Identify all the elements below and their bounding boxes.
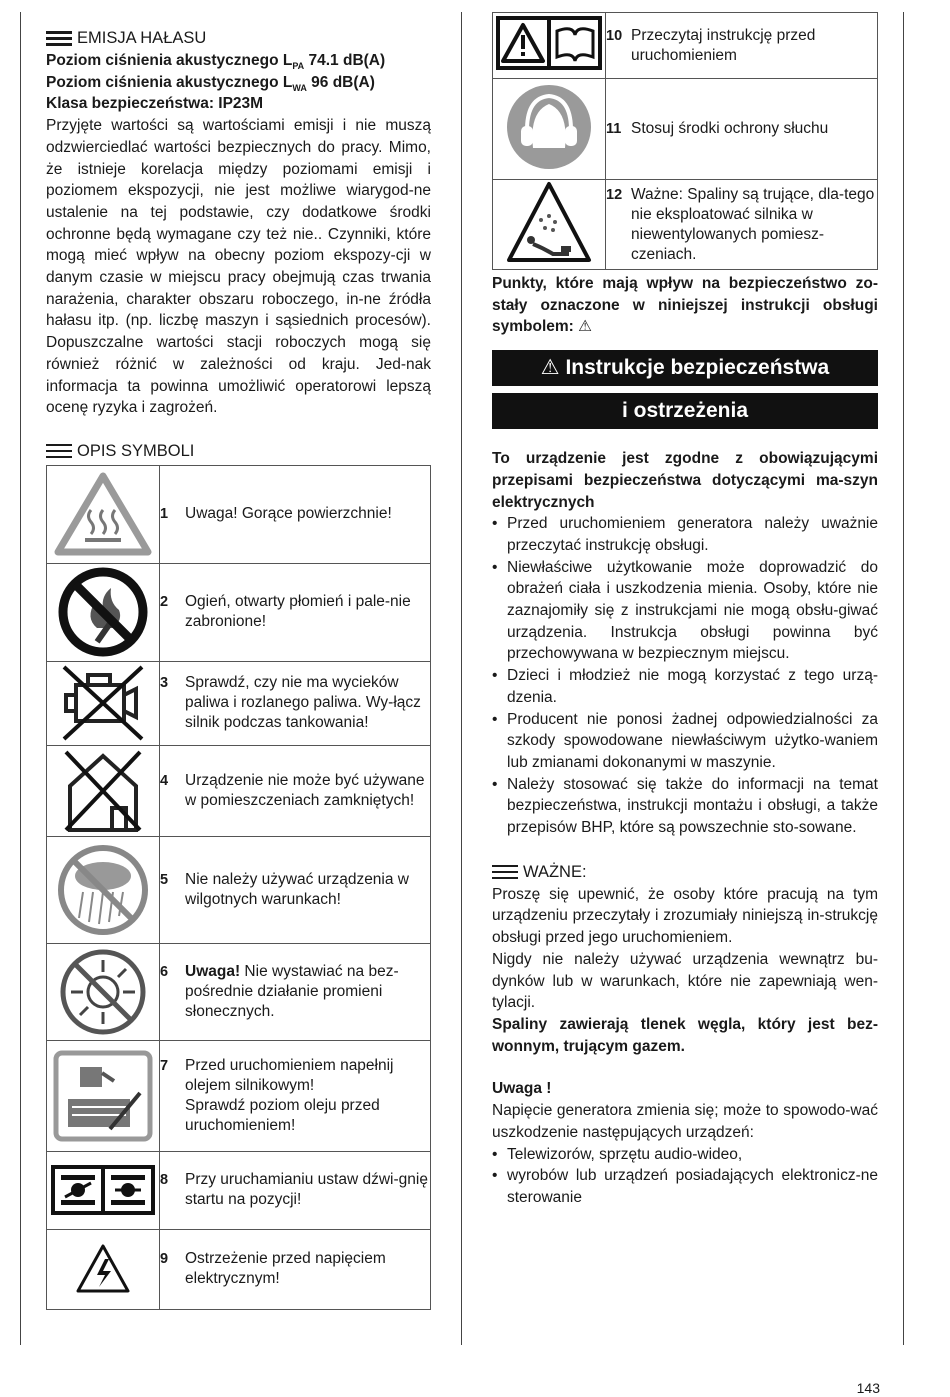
- caution-list: [492, 1144, 878, 1209]
- symbol-text: Sprawdź, czy nie ma wycieków paliwa i rozlanego paliwa. Wy-łącz silnik podczas tankowania!: [185, 674, 421, 732]
- safety-class: Klasa bezpieczeństwa: IP23M: [46, 95, 264, 113]
- safety-banner-line1: ⚠ Instrukcje bezpieczeństwa: [492, 350, 878, 386]
- table-row: 8 Przy uruchamianiu ustaw dźwi-gnię startu na pozycji!: [47, 1151, 431, 1229]
- ear-protection-icon: [493, 82, 605, 172]
- symbol-text: Ostrzeżenie przed napięciem elektrycznym!: [185, 1250, 386, 1288]
- right-column: [492, 12, 878, 1209]
- left-margin-line: [20, 12, 21, 1345]
- symbol-text: Ogień, otwarty płomień i pale-nie zabronione!: [185, 593, 411, 631]
- section-marker-icon: [46, 443, 72, 459]
- oil-fill-icon: [52, 1049, 154, 1143]
- table-row: 10 Przeczytaj instrukcję przed uruchomieniem: [493, 13, 878, 79]
- table-row: 1 Uwaga! Gorące powierzchnie!: [47, 465, 431, 563]
- symbol-text: Uwaga! Gorące powierzchnie!: [185, 505, 392, 523]
- house-crossed-icon: [62, 748, 144, 834]
- table-row: 6 Uwaga! Nie wystawiać na bez-pośrednie działanie promieni słonecznych.: [47, 943, 431, 1040]
- table-row: 3 Sprawdź, czy nie ma wycieków paliwa i rozlanego paliwa. Wy-łącz silnik podczas tankowania!: [47, 661, 431, 745]
- marked-points-note: Punkty, które mają wpływ na bezpieczeństwo zo-stały oznaczone w niniejszej instrukcji obsługi symbolem: ⚠: [492, 275, 878, 336]
- compliance-lead: To urządzenie jest zgodne z obowiązującymi przepisami bezpieczeństwa dotyczącymi ma-szyn elektrycznych: [492, 450, 878, 511]
- no-sun-icon: [57, 946, 149, 1038]
- list-item: • Producent nie ponosi żadnej odpowiedzialności za szkody spowodowane niewłaściwym użytko-waniem lub zmianami dokonanymi w maszynie.: [492, 710, 878, 771]
- list-item: • Przed uruchomieniem generatora należy uważnie przeczytać instrukcję obsługi.: [492, 515, 878, 554]
- important-p2: Nigdy nie należy używać urządzenia wewnątrz bu-dynków lub w warunkach, które nie zapewniają wen-tylacji.: [492, 950, 878, 1012]
- caution-heading: Uwaga !: [492, 1080, 552, 1098]
- noise-heading: EMISJA HAŁASU: [46, 26, 431, 50]
- engine-crossed-icon: [60, 663, 146, 743]
- symbol-text: Nie należy używać urządzenia w wilgotnych warunkach!: [185, 870, 409, 908]
- high-voltage-icon: [75, 1243, 131, 1295]
- section-marker-icon: [46, 30, 72, 46]
- important-p3: Spaliny zawierają tlenek węgla, który jest bez-wonnym, trującym gazem.: [492, 1015, 878, 1055]
- symbols-table: [46, 465, 431, 1310]
- list-item: • Niewłaściwe użytkowanie może doprowadzić do obrażeń ciała i uszkodzenia mienia. Osoby, które nie zaznajomiły się z instrukcjami nie mogą obsłu-giwać urządzenia. Instrukcja obsługi powinna być przechowywana w bezpiecznym miejscu.: [492, 558, 878, 663]
- symbol-text: Ważne: Spaliny są trujące, dla-tego nie eksploatować silnika w niewentylowanych pomiesz-czeniach.: [631, 185, 875, 263]
- caution-p1: Napięcie generatora zmienia się; może to spowodo-wać uszkodzenie następujących urządzeń:: [492, 1102, 878, 1141]
- left-column: [46, 26, 431, 1310]
- section-marker-icon: [492, 864, 518, 880]
- symbol-text: Uwaga! Nie wystawiać na bez-pośrednie działanie promieni słonecznych.: [185, 962, 399, 1020]
- read-manual-icon: [493, 13, 605, 73]
- no-fire-icon: [57, 566, 149, 658]
- no-rain-icon: [55, 842, 151, 938]
- toxic-fumes-icon: [493, 180, 605, 264]
- hot-surface-icon: [53, 470, 153, 558]
- safety-banner-line2: i ostrzeżenia: [492, 393, 878, 429]
- symbol-text: Stosuj środki ochrony słuchu: [631, 120, 829, 137]
- table-row: 9 Ostrzeżenie przed napięciem elektrycznym!: [47, 1229, 431, 1309]
- symbol-text: Przed uruchomieniem napełnij olejem silnikowym! Sprawdź poziom oleju przed uruchomieniem!: [185, 1056, 394, 1134]
- list-item: • wyrobów lub urządzeń posiadających elektronicz-ne sterowanie: [492, 1167, 878, 1206]
- lpa-line: Poziom ciśnienia akustycznego $L_{PA}$ 74.1 dB(A): [46, 52, 386, 72]
- important-p1: Proszę się upewnić, że osoby które pracują na tym urządzeniu przeczytały i zrozumiały niniejszą in-strukcję obsługi przed jego uruchomieniem.: [492, 885, 878, 947]
- list-item: • Dzieci i młodzież nie mogą korzystać z tego urzą-dzenia.: [492, 667, 878, 706]
- symbols-heading: OPIS SYMBOLI: [46, 439, 431, 463]
- symbol-text: Przy uruchamianiu ustaw dźwi-gnię startu na pozycji!: [185, 1171, 428, 1209]
- table-row: 11 Stosuj środki ochrony słuchu: [493, 79, 878, 180]
- compliance-list: [492, 513, 878, 839]
- symbol-text: Urządzenie nie może być używane w pomieszczeniach zamkniętych!: [185, 771, 425, 809]
- choke-lever-icon: [51, 1165, 155, 1215]
- list-item: • Telewizorów, sprzętu audio-wideo,: [492, 1145, 743, 1163]
- page-number: 143: [856, 1380, 880, 1396]
- noise-body: Przyjęte wartości są wartościami emisji i nie muszą odzwierciedlać wartości bezpiecznych do pracy. Mimo, że istnieje korelacja między poziomami emisji i poziomem ekspozycji, nie jest możliwe wiarygod-ne ustalenie na tej podstawie, czy dodatkowe środki ochronne będą wymagane czy też nie.. Czynniki, które mogą mieć wpływ na obecny poziom ekspozy-cji w danym czasie w miejscu pracy obejmują czas trwania narażenia, charakter obszaru roboczego, in-ne źródła hałasu itp. (np. liczbę maszyn i sąsiednich procesów). Dopuszczalne wartości stacji roboczych mogą się również różnić w zależności od kraju. Jed-nak informacja ta powinna umożliwić operatorowi lepszą ocenę ryzyka i zagrożeń.: [46, 117, 431, 417]
- column-divider: [461, 12, 462, 1345]
- right-margin-line: [903, 12, 904, 1345]
- table-row: 12 Ważne: Spaliny są trujące, dla-tego nie eksploatować silnika w niewentylowanych pomiesz-czeniach.: [493, 180, 878, 270]
- symbols-table-continued: [492, 12, 878, 270]
- table-row: 7 Przed uruchomieniem napełnij olejem silnikowym! Sprawdź poziom oleju przed uruchomieniem!: [47, 1040, 431, 1151]
- table-row: 5 Nie należy używać urządzenia w wilgotnych warunkach!: [47, 836, 431, 943]
- table-row: 4 Urządzenie nie może być używane w pomieszczeniach zamkniętych!: [47, 745, 431, 836]
- list-item: • Należy stosować się także do informacji na temat bezpieczeństwa, instrukcji montażu i obsługi, a także przepisów BHP, które są powszechnie sto-sowane.: [492, 775, 878, 837]
- table-row: 2 Ogień, otwarty płomień i pale-nie zabronione!: [47, 563, 431, 661]
- lwa-line: Poziom ciśnienia akustycznego $L_{WA}$ 96 dB(A): [46, 73, 375, 93]
- important-heading: WAŻNE:: [492, 860, 878, 884]
- symbol-text: Przeczytaj instrukcję przed uruchomieniem: [631, 26, 816, 64]
